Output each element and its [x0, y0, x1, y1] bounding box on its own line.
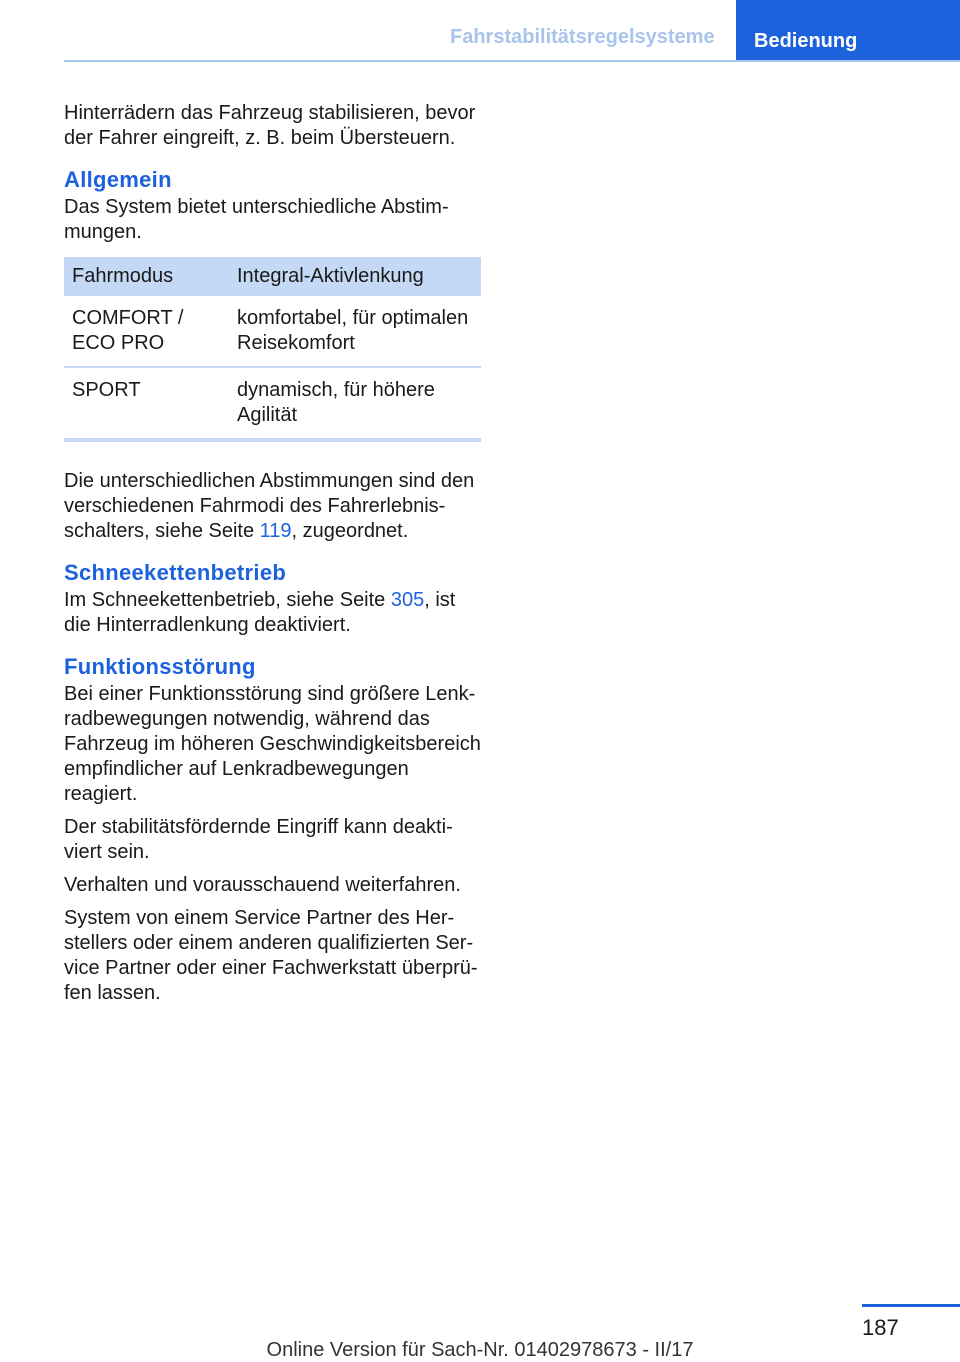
table-cell: dynamisch, für höhere Agilität — [229, 367, 481, 440]
schnee-paragraph — [64, 588, 482, 638]
table-row — [64, 367, 481, 440]
heading-schneekettenbetrieb: Schneekettenbetrieb — [64, 560, 287, 585]
modes-text: Die unterschiedlichen Abstimmungen sind den verschiedenen Fahrmodi des Fahrerlebnisschalters, siehe Seite — [64, 470, 475, 542]
table-cell: SPORT — [64, 367, 229, 440]
table-cell: COMFORT / ECO PRO — [64, 296, 229, 367]
drive-mode-table — [64, 257, 481, 442]
table-header-fahrmodus: Fahrmodus — [64, 257, 229, 296]
header-divider — [64, 60, 960, 62]
page-link-119[interactable]: 119 — [259, 520, 292, 542]
main-column — [64, 101, 482, 1014]
online-version-note: Online Version für Sach-Nr. 01402978673 - II/17 — [266, 1339, 694, 1361]
stoerung-paragraph-1: Bei einer Funktionsstörung sind größere Lenkradbewegungen notwendig, während das Fahrzeug im höheren Geschwindigkeitsbereich empfindlicher auf Lenkradbewegungen reagiert. — [64, 683, 481, 805]
stoerung-paragraph-3: Verhalten und vorausschauend weiterfahren. — [64, 874, 461, 896]
heading-funktionsstoerung: Funktionsstörung — [64, 654, 256, 679]
table-row — [64, 296, 481, 367]
heading-allgemein: Allgemein — [64, 167, 172, 192]
table-header-row — [64, 257, 481, 296]
schnee-text: Im Schneekettenbetrieb, siehe Seite — [64, 589, 391, 611]
footer-divider — [862, 1304, 960, 1307]
modes-text-end: , zugeordnet. — [291, 520, 409, 542]
intro-paragraph: Hinterrädern das Fahrzeug stabilisieren, bevor der Fahrer eingreift, z. B. beim Übersteuern. — [64, 102, 476, 149]
modes-paragraph — [64, 469, 482, 544]
stoerung-paragraph-4: System von einem Service Partner des Herstellers oder einem anderen qualifizierten Service Partner oder einer Fachwerkstatt überprüfen lassen. — [64, 907, 478, 1004]
page-number: 187 — [862, 1315, 899, 1340]
chapter-tab[interactable]: Bedienung — [736, 0, 960, 60]
schnee-text-end: , ist die Hinterradlenkung deaktiviert. — [64, 589, 456, 636]
stoerung-paragraph-2: Der stabilitätsfördernde Eingriff kann deaktiviert sein. — [64, 816, 453, 863]
table-header-lenkung: Integral-Aktivlenkung — [229, 257, 481, 296]
table-cell: komfortabel, für optimalen Reisekomfort — [229, 296, 481, 367]
allgemein-paragraph: Das System bietet unterschiedliche Abstimmungen. — [64, 196, 449, 243]
section-title: Fahrstabilitätsregelsysteme — [450, 26, 715, 48]
page-link-305[interactable]: 305 — [390, 589, 425, 611]
page-header — [0, 0, 960, 62]
